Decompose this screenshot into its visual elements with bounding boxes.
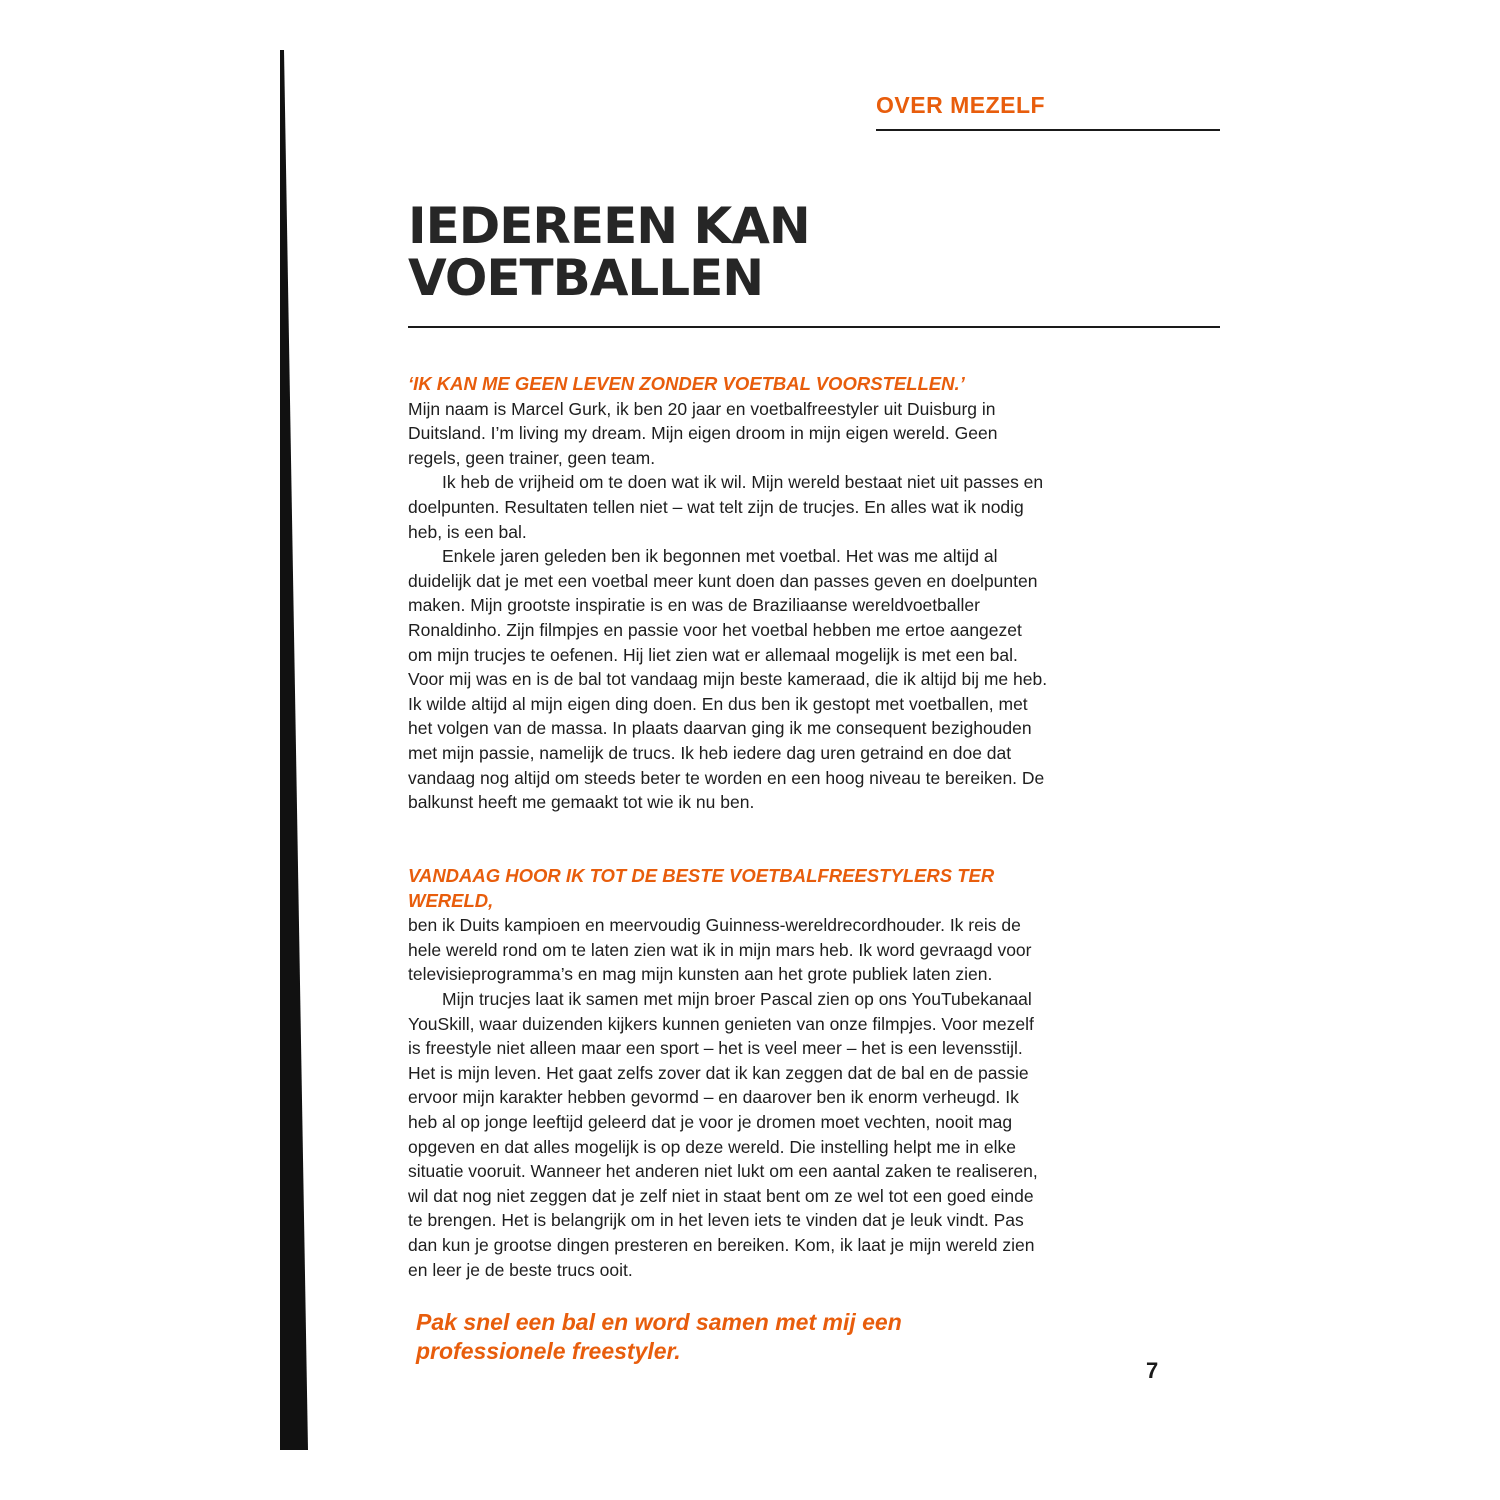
section-label: OVER MEZELF (876, 92, 1220, 131)
section-2-paragraph: Mijn trucjes laat ik samen met mijn broer Pascal zien op ons YouTubekanaal YouSkill, waar duizenden kijkers kunnen genieten van onze filmpjes. Voor mezelf is freestyle niet alleen maar een sport – het is veel meer – het is een levensstijl. Het is mijn leven. Het gaat zelfs zover dat ik kan zeggen dat de bal en de passie ervoor mijn karakter hebben gevormd – en daarover ben ik enorm verheugd. Ik heb al op jonge leeftijd geleerd dat je voor je dromen moet vechten, nooit mag opgeven en dat alles mogelijk is op deze wereld. Die instelling helpt me in elke situatie vooruit. Wanneer het anderen niet lukt om een aantal zaken te realiseren, wil dat nog niet zeggen dat je zelf niet in staat bent om ze wel tot een goed einde te brengen. Het is belangrijk om in het leven iets te vinden dat je leuk vindt. Pas dan kun je grootse dingen presteren en bereiken. Kom, ik laat je mijn wereld zien en leer je de beste trucs ooit. (408, 988, 1038, 1280)
section-1-paragraph: Ik wilde altijd al mijn eigen ding doen. En dus ben ik gestopt met voetballen, met het volgen van de massa. In plaats daarvan ging ik me consequent bezighouden met mijn passie, namelijk de trucs. Ik heb iedere dag uren getraind en doe dat vandaag nog altijd om steeds beter te worden en een hoog niveau te bereiken. De balkunst heeft me gemaakt tot wie ik nu ben. (408, 693, 1045, 813)
title-divider (408, 326, 1220, 328)
section-1-paragraph: Mijn naam is Marcel Gurk, ik ben 20 jaar en voetbalfreestyler uit Duisburg in Duitsland. I’m living my dream. Mijn eigen droom in mijn eigen wereld. Geen regels, geen trainer, geen team. (408, 398, 998, 468)
section-2-lead: VANDAAG HOOR IK TOT DE BESTE VOETBALFREESTYLERS TER WERELD, (408, 865, 995, 911)
page-spine-bar (280, 50, 308, 1450)
section-2 (408, 864, 1048, 1282)
section-1-paragraph: Enkele jaren geleden ben ik begonnen met voetbal. Het was me altijd al duidelijk dat je met een voetbal meer kunt doen dan passes geven en doelpunten maken. Mijn grootste inspiratie is en was de Braziliaanse wereldvoetballer Ronaldinho. Zijn filmpjes en passie voor het voetbal hebben me ertoe aangezet om mijn trucjes te oefenen. Hij liet zien wat er allemaal mogelijk is met een bal. Voor mij was en is de bal tot vandaag mijn beste kameraad, die ik altijd bij me heb. (408, 546, 1048, 690)
section-2-paragraph: ben ik Duits kampioen en meervoudig Guinness-wereldrecordhouder. Ik reis de hele wereld rond om te laten zien wat ik in mijn mars heb. Ik word gevraagd voor televisieprogramma’s en mag mijn kunsten aan het grote publiek laten zien. (408, 915, 1032, 985)
page-title (408, 197, 810, 307)
page-title-line-1: IEDEREEN KAN (408, 197, 810, 255)
section-1-paragraph: Ik heb de vrijheid om te doen wat ik wil. Mijn wereld bestaat niet uit passes en doelpunten. Resultaten tellen niet – wat telt zijn de trucjes. En alles wat ik nodig heb, is een bal. (408, 472, 1044, 542)
section-1-lead: ‘IK KAN ME GEEN LEVEN ZONDER VOETBAL VOORSTELLEN.’ (408, 373, 965, 394)
closing-callout: Pak snel een bal en word samen met mij een professionele freestyler. (416, 1309, 902, 1364)
section-1 (408, 372, 1048, 815)
page-number: 7 (1146, 1358, 1159, 1383)
page-title-line-2: VOETBALLEN (408, 249, 764, 307)
